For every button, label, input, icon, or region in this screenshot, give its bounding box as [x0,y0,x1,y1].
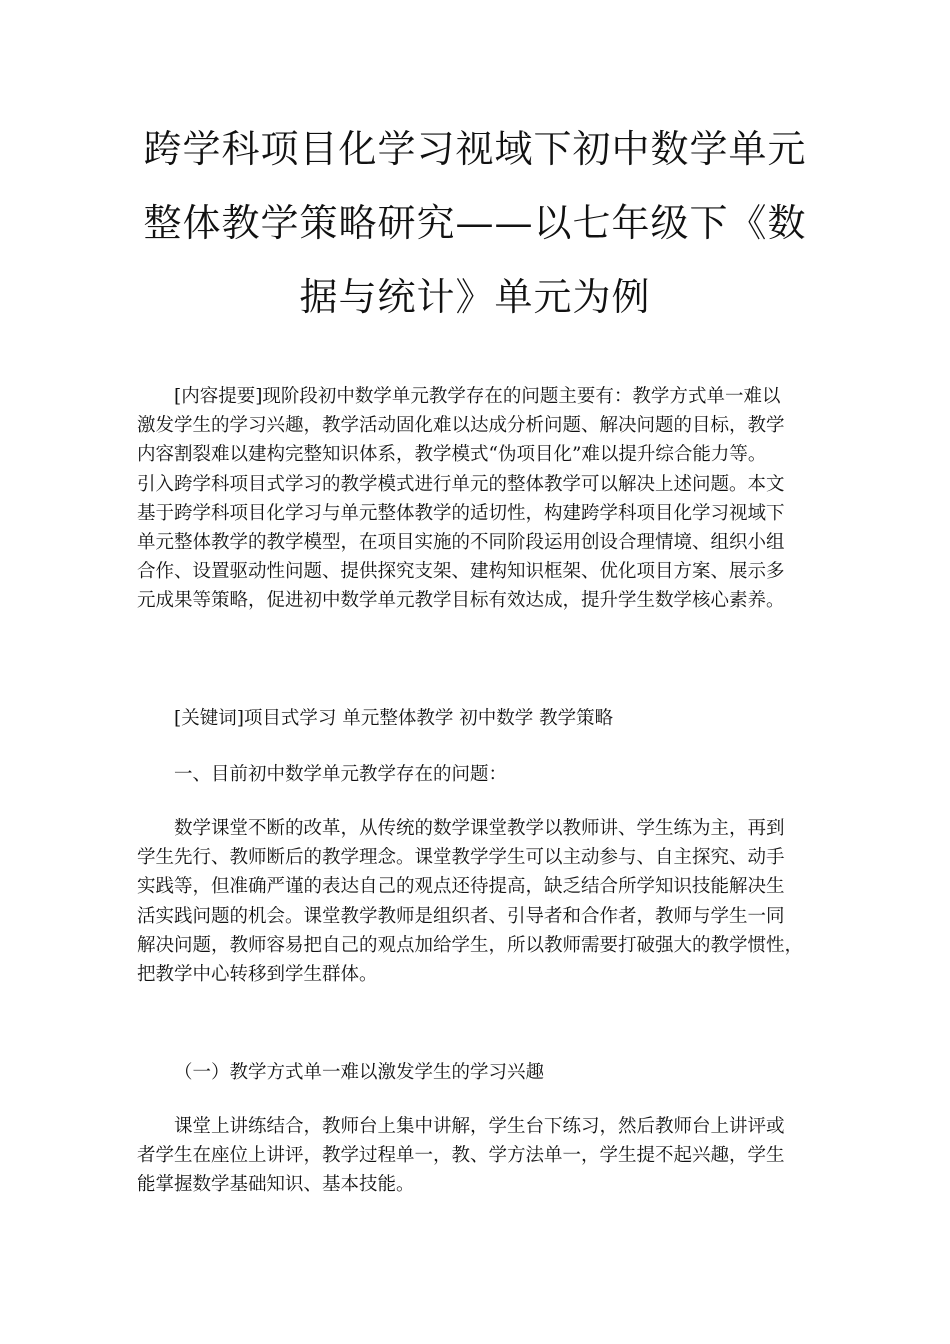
section-paragraph [137,814,817,989]
paragraph-line: 数学课堂不断的改革，从传统的数学课堂教学以教师讲、学生练为主，再到 [174,818,785,839]
title-line-3: 据与统计》单元为例 [299,275,651,319]
paragraph-line: 解决问题，教师容易把自己的观点加给学生，所以教师需要打破强大的教学惯性， [137,934,804,956]
abstract-line: 激发学生的学习兴趣，教学活动固化难以达成分析问题、解决问题的目标，教学 [137,415,785,437]
abstract-line: 单元整体教学的教学模型，在项目实施的不同阶段运用创设合理情境、组织小组 [137,532,785,554]
abstract-line: [内容提要]现阶段初中数学单元教学存在的问题主要有：教学方式单一难以 [174,386,781,407]
title-line-2: 整体教学策略研究——以七年级下《数 [143,201,807,245]
paragraph-line: 能掌握数学基础知识、基本技能。 [137,1174,415,1196]
subsection-heading: （一）教学方式单一难以激发学生的学习兴趣 [174,1062,545,1083]
paragraph-line: 把教学中心转移到学生群体。 [137,964,378,986]
title-line-1: 跨学科项目化学习视域下初中数学单元 [143,127,807,171]
abstract-paragraph [137,382,817,616]
document-title [120,112,830,334]
paragraph-line: 课堂上讲练结合，教师台上集中讲解，学生台下练习，然后教师台上讲评或 [174,1116,785,1137]
abstract-line: 合作、设置驱动性问题、提供探究支架、建构知识框架、优化项目方案、展示多 [137,561,785,583]
paragraph-line: 活实践问题的机会。课堂教学教师是组织者、引导者和合作者，教师与学生一同 [137,905,785,927]
keywords-line: [关键词]项目式学习 单元整体教学 初中数学 教学策略 [174,708,614,729]
abstract-line: 元成果等策略，促进初中数学单元教学目标有效达成，提升学生数学核心素养。 [137,590,785,612]
section-heading: 一、目前初中数学单元教学存在的问题： [174,764,508,785]
abstract-line: 基于跨学科项目化学习与单元整体教学的适切性，构建跨学科项目化学习视域下 [137,502,785,524]
abstract-line: 引入跨学科项目式学习的教学模式进行单元的整体教学可以解决上述问题。本文 [137,473,785,495]
paragraph-line: 实践等，但准确严谨的表达自己的观点还待提高，缺乏结合所学知识技能解决生 [137,876,785,898]
paragraph-line: 者学生在座位上讲评，教学过程单一，教、学方法单一，学生提不起兴趣，学生 [137,1145,785,1167]
paragraph-line: 学生先行、教师断后的教学理念。课堂教学学生可以主动参与、自主探究、动手 [137,847,785,869]
abstract-line: 内容割裂难以建构完整知识体系，教学模式“伪项目化”难以提升综合能力等。 [137,444,767,466]
subsection-paragraph [137,1112,817,1200]
